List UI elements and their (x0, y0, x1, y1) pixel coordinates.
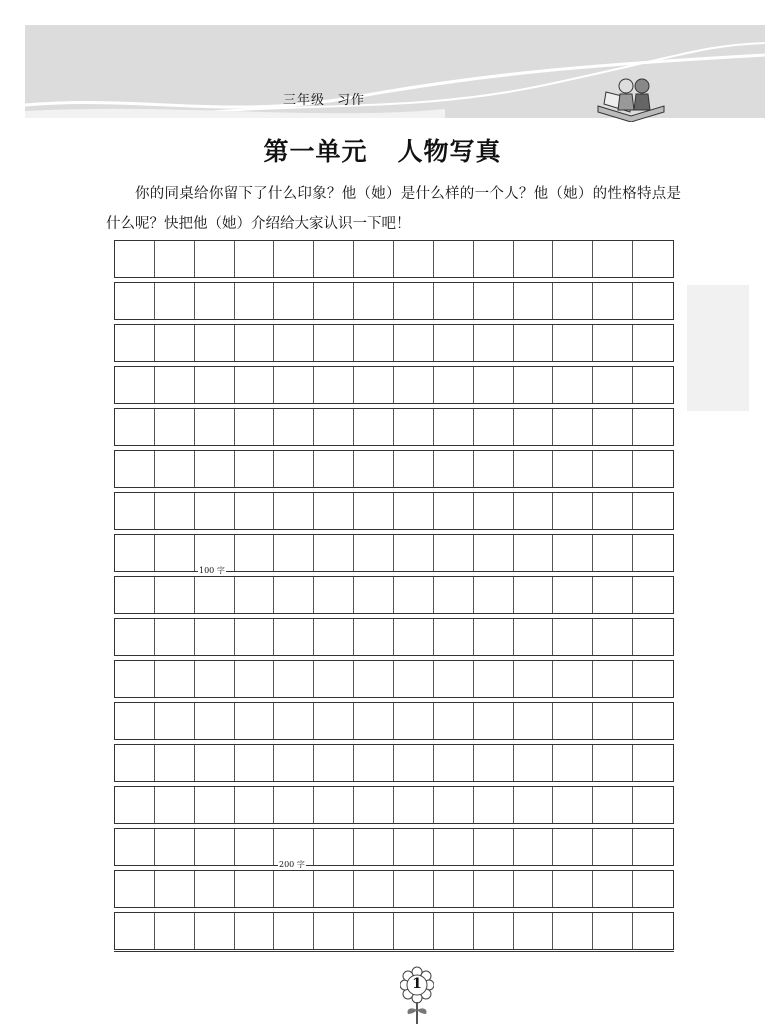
grid-cell[interactable] (155, 829, 195, 865)
grid-cell[interactable] (593, 535, 633, 571)
grid-cell[interactable] (195, 913, 235, 949)
grid-cell[interactable] (553, 493, 593, 529)
grid-cell[interactable] (553, 535, 593, 571)
grid-cell[interactable] (474, 535, 514, 571)
grid-cell[interactable] (115, 703, 155, 739)
grid-cell[interactable] (633, 283, 673, 319)
grid-cell[interactable] (274, 619, 314, 655)
grid-cell[interactable] (354, 913, 394, 949)
writing-grid[interactable] (114, 240, 674, 954)
grid-cell[interactable] (553, 913, 593, 949)
grid-cell[interactable] (633, 619, 673, 655)
grid-cell[interactable] (593, 661, 633, 697)
grid-cell[interactable] (553, 787, 593, 823)
grid-cell[interactable] (474, 493, 514, 529)
grid-cell[interactable] (274, 913, 314, 949)
grid-cell[interactable] (633, 325, 673, 361)
grid-cell[interactable] (155, 913, 195, 949)
grid-cell[interactable] (593, 409, 633, 445)
grid-cell[interactable] (155, 619, 195, 655)
grid-cell[interactable] (633, 241, 673, 277)
grid-cell[interactable] (314, 577, 354, 613)
grid-row (114, 282, 674, 320)
grid-cell[interactable] (274, 451, 314, 487)
grid-cell[interactable] (354, 451, 394, 487)
grid-cell[interactable] (354, 325, 394, 361)
grid-cell[interactable] (235, 787, 275, 823)
grid-cell[interactable] (593, 871, 633, 907)
grid-cell[interactable] (434, 367, 474, 403)
grid-cell[interactable] (155, 661, 195, 697)
grid-cell[interactable] (274, 871, 314, 907)
grid-cell[interactable] (514, 241, 554, 277)
grid-cell[interactable] (633, 367, 673, 403)
grid-cell[interactable] (434, 619, 474, 655)
grid-row (114, 786, 674, 824)
grid-cell[interactable] (115, 367, 155, 403)
topic-label: 人物写真 (397, 137, 502, 166)
grid-cell[interactable] (235, 241, 275, 277)
grid-cell[interactable] (593, 493, 633, 529)
grid-row (114, 744, 674, 782)
grid-cell[interactable] (434, 493, 474, 529)
grid-cell[interactable] (235, 283, 275, 319)
grid-row (114, 912, 674, 950)
grid-row (114, 870, 674, 908)
grid-cell[interactable] (115, 283, 155, 319)
grid-cell[interactable] (195, 703, 235, 739)
grid-cell[interactable] (514, 409, 554, 445)
grid-cell[interactable] (514, 283, 554, 319)
grid-cell[interactable] (354, 493, 394, 529)
grid-cell[interactable] (394, 829, 434, 865)
grid-cell[interactable] (314, 871, 354, 907)
grid-row (114, 408, 674, 446)
grid-cell[interactable] (633, 829, 673, 865)
grid-cell[interactable] (314, 661, 354, 697)
grid-cell[interactable] (354, 871, 394, 907)
grid-cell[interactable] (474, 661, 514, 697)
grid-row (114, 366, 674, 404)
grid-cell[interactable] (314, 493, 354, 529)
grid-cell[interactable] (553, 871, 593, 907)
grid-cell[interactable] (474, 577, 514, 613)
grid-cell[interactable] (195, 451, 235, 487)
grid-cell[interactable] (274, 703, 314, 739)
grid-cell[interactable] (235, 703, 275, 739)
grid-cell[interactable] (474, 787, 514, 823)
grid-cell[interactable] (553, 241, 593, 277)
grid-cell[interactable] (155, 703, 195, 739)
unit-label: 第一单元 (263, 137, 368, 166)
grid-cell[interactable] (394, 241, 434, 277)
grid-cell[interactable] (354, 787, 394, 823)
grid-cell[interactable] (195, 241, 235, 277)
writing-prompt: 你的同桌给你留下了什么印象？他（她）是什么样的一个人？他（她）的性格特点是什么呢？快把他（她）介绍给大家认识一下吧！ (106, 186, 681, 232)
grid-cell[interactable] (235, 871, 275, 907)
grid-cell[interactable] (394, 493, 434, 529)
grid-row (114, 828, 674, 866)
grid-cell[interactable] (195, 325, 235, 361)
grid-cell[interactable] (274, 493, 314, 529)
grid-cell[interactable] (474, 745, 514, 781)
children-reading-icon (596, 76, 666, 122)
grid-cell[interactable] (195, 787, 235, 823)
grid-cell[interactable] (474, 451, 514, 487)
grid-cell[interactable] (155, 535, 195, 571)
grid-cell[interactable] (434, 409, 474, 445)
grid-cell[interactable] (235, 577, 275, 613)
grid-cell[interactable] (593, 451, 633, 487)
grid-cell[interactable] (394, 451, 434, 487)
grid-cell[interactable] (354, 829, 394, 865)
grade-label: 三年级 (283, 93, 326, 108)
grid-cell[interactable] (593, 283, 633, 319)
grid-cell[interactable] (115, 535, 155, 571)
grid-cell[interactable] (434, 703, 474, 739)
grid-cell[interactable] (115, 871, 155, 907)
grid-cell[interactable] (274, 745, 314, 781)
grid-cell[interactable] (514, 451, 554, 487)
grid-cell[interactable] (633, 577, 673, 613)
grid-cell[interactable] (195, 577, 235, 613)
grid-cell[interactable] (394, 661, 434, 697)
grid-cell[interactable] (633, 745, 673, 781)
grid-cell[interactable] (434, 577, 474, 613)
grid-cell[interactable] (314, 829, 354, 865)
grid-cell[interactable] (553, 619, 593, 655)
grid-cell[interactable] (155, 745, 195, 781)
grid-cell[interactable] (195, 493, 235, 529)
grid-cell[interactable] (354, 577, 394, 613)
grid-cell[interactable] (314, 787, 354, 823)
grid-row (114, 702, 674, 740)
grid-cell[interactable] (235, 451, 275, 487)
grid-cell[interactable] (274, 367, 314, 403)
grid-cell[interactable] (474, 367, 514, 403)
flower-icon (400, 966, 434, 1026)
grid-cell[interactable] (514, 619, 554, 655)
grid-cell[interactable] (514, 577, 554, 613)
grid-cell[interactable] (593, 703, 633, 739)
grid-row (114, 492, 674, 530)
grid-cell[interactable] (235, 367, 275, 403)
grid-cell[interactable] (633, 787, 673, 823)
grid-cell[interactable] (274, 283, 314, 319)
grid-cell[interactable] (235, 829, 275, 865)
grid-cell[interactable] (354, 661, 394, 697)
grid-row (114, 618, 674, 656)
grid-cell[interactable] (593, 787, 633, 823)
grid-cell[interactable] (434, 535, 474, 571)
grid-cell[interactable] (553, 367, 593, 403)
grid-cell[interactable] (394, 745, 434, 781)
grid-cell[interactable] (394, 871, 434, 907)
grid-cell[interactable] (115, 325, 155, 361)
page-title (0, 132, 765, 168)
grid-cell[interactable] (155, 283, 195, 319)
grid-cell[interactable] (553, 745, 593, 781)
grid-cell[interactable] (474, 913, 514, 949)
grid-cell[interactable] (553, 451, 593, 487)
char-count-marker: 100 字 (199, 566, 225, 575)
grid-cell[interactable] (155, 367, 195, 403)
grid-cell[interactable] (514, 787, 554, 823)
grid-cell[interactable] (354, 409, 394, 445)
grid-cell[interactable] (633, 493, 673, 529)
grid-cell[interactable] (593, 913, 633, 949)
grid-cell[interactable] (155, 577, 195, 613)
grid-cell[interactable] (195, 745, 235, 781)
grid-row (114, 660, 674, 698)
grid-row (114, 324, 674, 362)
grid-cell[interactable] (115, 409, 155, 445)
grid-cell[interactable] (314, 745, 354, 781)
grid-cell[interactable] (593, 619, 633, 655)
grid-cell[interactable] (434, 661, 474, 697)
grid-cell[interactable] (394, 577, 434, 613)
grid-cell[interactable] (274, 661, 314, 697)
grid-cell[interactable] (195, 619, 235, 655)
grid-cell[interactable] (474, 283, 514, 319)
grid-cell[interactable] (394, 409, 434, 445)
grid-cell[interactable] (474, 325, 514, 361)
grid-cell[interactable] (155, 325, 195, 361)
grid-cell[interactable] (514, 745, 554, 781)
grid-cell[interactable] (633, 703, 673, 739)
grid-cell[interactable] (434, 829, 474, 865)
grid-cell[interactable] (434, 451, 474, 487)
grid-cell[interactable] (633, 535, 673, 571)
grid-cell[interactable] (474, 829, 514, 865)
grid-cell[interactable] (474, 871, 514, 907)
grid-cell[interactable] (274, 787, 314, 823)
grid-cell[interactable] (553, 703, 593, 739)
grid-cell[interactable] (155, 241, 195, 277)
grid-cell[interactable] (115, 619, 155, 655)
grid-cell[interactable] (474, 241, 514, 277)
grid-cell[interactable] (354, 745, 394, 781)
grid-cell[interactable] (195, 409, 235, 445)
grid-cell[interactable] (274, 241, 314, 277)
grid-cell[interactable] (514, 829, 554, 865)
grid-cell[interactable] (434, 325, 474, 361)
grid-cell[interactable] (235, 493, 275, 529)
header-label (283, 89, 365, 108)
grid-cell[interactable] (314, 325, 354, 361)
grid-cell[interactable] (314, 913, 354, 949)
grid-cell[interactable] (593, 325, 633, 361)
grid-cell[interactable] (434, 283, 474, 319)
grid-cell[interactable] (474, 409, 514, 445)
grid-cell[interactable] (394, 535, 434, 571)
page-number: 1 (412, 976, 422, 992)
grid-cell[interactable] (553, 661, 593, 697)
grid-cell[interactable] (593, 577, 633, 613)
grid-cell[interactable] (354, 703, 394, 739)
grid-cell[interactable] (115, 913, 155, 949)
grid-cell[interactable] (314, 703, 354, 739)
grid-cell[interactable] (314, 241, 354, 277)
grid-cell[interactable] (633, 871, 673, 907)
grid-cell[interactable] (394, 283, 434, 319)
grid-cell[interactable] (314, 535, 354, 571)
grid-cell[interactable] (235, 913, 275, 949)
grid-cell[interactable] (155, 493, 195, 529)
grid-cell[interactable] (314, 409, 354, 445)
grid-cell[interactable] (115, 661, 155, 697)
grid-cell[interactable] (514, 493, 554, 529)
grid-cell[interactable] (235, 619, 275, 655)
grid-cell[interactable] (434, 913, 474, 949)
grid-cell[interactable] (434, 241, 474, 277)
grid-cell[interactable] (235, 535, 275, 571)
grid-cell[interactable] (115, 577, 155, 613)
grid-cell[interactable] (115, 241, 155, 277)
grid-cell[interactable] (155, 451, 195, 487)
grid-cell[interactable] (274, 577, 314, 613)
subject-label: 习作 (337, 93, 366, 108)
grid-cell[interactable] (115, 787, 155, 823)
grid-cell[interactable] (553, 325, 593, 361)
grid-cell[interactable] (593, 367, 633, 403)
grid-cell[interactable] (115, 829, 155, 865)
grid-cell[interactable] (235, 745, 275, 781)
grid-cell[interactable] (633, 451, 673, 487)
grid-cell[interactable] (155, 871, 195, 907)
grid-cell[interactable] (115, 745, 155, 781)
grid-cell[interactable] (514, 325, 554, 361)
char-count-marker: 200 字 (279, 860, 305, 869)
grid-row (114, 240, 674, 278)
grid-cell[interactable] (314, 619, 354, 655)
grid-cell[interactable] (633, 661, 673, 697)
grid-cell[interactable] (593, 745, 633, 781)
grid-cell[interactable] (633, 409, 673, 445)
grid-cell[interactable] (195, 283, 235, 319)
side-tab (687, 285, 749, 411)
grid-row (114, 576, 674, 614)
grid-cell[interactable] (195, 661, 235, 697)
grid-cell[interactable] (394, 367, 434, 403)
grid-cell[interactable] (354, 619, 394, 655)
grid-cell[interactable] (474, 703, 514, 739)
grid-cell[interactable] (474, 619, 514, 655)
grid-cell[interactable] (514, 535, 554, 571)
grid-cell[interactable] (354, 241, 394, 277)
grid-cell[interactable] (195, 367, 235, 403)
grid-cell[interactable] (235, 409, 275, 445)
page-number-badge (400, 966, 434, 1030)
grid-cell[interactable] (155, 409, 195, 445)
grid-cell[interactable] (394, 913, 434, 949)
grid-cell[interactable] (434, 745, 474, 781)
grid-cell[interactable] (155, 787, 195, 823)
grid-cell[interactable] (593, 241, 633, 277)
grid-cell[interactable] (514, 871, 554, 907)
grid-cell[interactable] (235, 325, 275, 361)
grid-cell[interactable] (394, 787, 434, 823)
grid-cell[interactable] (354, 367, 394, 403)
grid-cell[interactable] (553, 283, 593, 319)
grid-cell[interactable] (314, 283, 354, 319)
grid-cell[interactable] (235, 661, 275, 697)
grid-cell[interactable] (314, 367, 354, 403)
grid-cell[interactable] (115, 451, 155, 487)
grid-cell[interactable] (274, 535, 314, 571)
grid-cell[interactable] (354, 283, 394, 319)
grid-cell[interactable] (195, 829, 235, 865)
grid-row (114, 450, 674, 488)
grid-cell[interactable] (553, 577, 593, 613)
grid-cell[interactable] (354, 535, 394, 571)
grid-cell[interactable] (195, 871, 235, 907)
grid-cell[interactable] (434, 787, 474, 823)
grid-cell[interactable] (514, 913, 554, 949)
grid-cell[interactable] (553, 409, 593, 445)
grid-cell[interactable] (514, 703, 554, 739)
grid-cell[interactable] (593, 829, 633, 865)
grid-cell[interactable] (394, 325, 434, 361)
grid-cell[interactable] (274, 409, 314, 445)
grid-cell[interactable] (115, 493, 155, 529)
grid-cell[interactable] (274, 325, 314, 361)
grid-bottom-line (114, 951, 674, 952)
grid-cell[interactable] (514, 367, 554, 403)
grid-cell[interactable] (553, 829, 593, 865)
grid-cell[interactable] (434, 871, 474, 907)
grid-cell[interactable] (633, 913, 673, 949)
grid-cell[interactable] (314, 451, 354, 487)
grid-cell[interactable] (394, 619, 434, 655)
grid-cell[interactable] (394, 703, 434, 739)
grid-cell[interactable] (514, 661, 554, 697)
